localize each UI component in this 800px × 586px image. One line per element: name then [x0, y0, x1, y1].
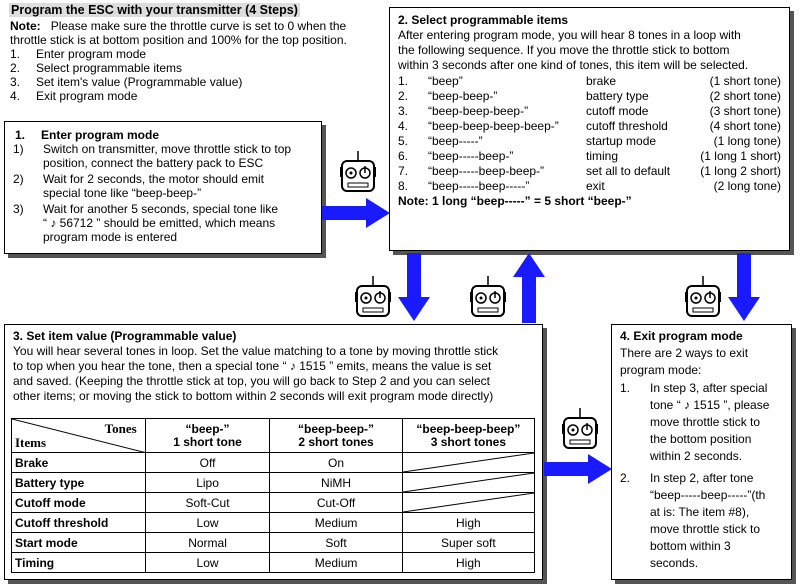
tone-row-pattern: “beep-beep-beep-” — [428, 104, 529, 118]
step1-item-text: Wait for 2 seconds, the motor should emit — [43, 172, 264, 186]
step1-box — [4, 121, 322, 254]
table-cell-empty — [402, 453, 534, 473]
table-corner-tones: Tones — [104, 421, 137, 436]
step4-item-text: “beep-----beep-----”(th — [650, 488, 766, 502]
table-row-item: Cutoff threshold — [12, 513, 146, 533]
table-row-item: Cutoff mode — [12, 493, 146, 513]
tone-row-desc: (4 short tone) — [709, 119, 781, 133]
tone-row-item: brake — [586, 74, 617, 88]
tone-row-pattern: “beep-beep-beep-beep-” — [428, 119, 559, 133]
empty-cell-slash — [403, 473, 534, 492]
table-row — [12, 473, 535, 493]
intro-note-line2: throttle stick is at bottom position and 100% for the top position. — [10, 33, 347, 47]
table-cell-empty — [402, 493, 534, 513]
table-corner-items: Items — [15, 435, 47, 450]
step3-paragraph: You will hear several tones in loop. Set the value matching to a tone by moving throttle stick — [13, 344, 499, 358]
table-corner — [12, 419, 146, 453]
table-row — [12, 453, 535, 473]
table-row — [12, 493, 535, 513]
step4-box — [611, 324, 792, 580]
tone-row-pattern: “beep-----” — [428, 134, 483, 148]
table-cell-empty — [402, 473, 534, 493]
intro-title: Program the ESC with your transmitter (4 Steps) — [11, 3, 298, 17]
table-cell: Cut-Off — [270, 493, 402, 513]
step3-paragraph: other items; or moving the stick to bottom within 2 seconds will exit program mode directly) — [13, 389, 494, 403]
table-header: “beep-” 1 short tone — [145, 419, 270, 453]
step4-item-text: In step 2, after tone — [650, 471, 754, 485]
tone-row-item: timing — [586, 149, 619, 163]
step3-paragraph: and saved. (Keeping the throttle stick at top, you will go back to Step 2 and you can select — [13, 374, 490, 388]
table-cell: Low — [145, 553, 270, 573]
tone-row-pattern: “beep-----beep-” — [428, 149, 514, 163]
step1-item-text: program mode is entered — [43, 230, 178, 244]
step1-item-num: 3) — [13, 202, 24, 216]
transmitter-stick-down-icon — [562, 408, 598, 452]
tone-row-item: cutoff threshold — [586, 119, 668, 133]
arrow-up-icon — [511, 253, 547, 323]
step4-item-text: at is: The item #8), — [650, 505, 750, 519]
step1-item-text: Switch on transmitter, move throttle stick to top — [43, 142, 292, 156]
tone-row-num: 6. — [398, 149, 409, 163]
table-cell: On — [270, 453, 402, 473]
step1-item-num: 2) — [13, 172, 24, 186]
intro-note: Note: Please make sure the throttle curve is set to 0 when the — [10, 19, 347, 33]
step3-box — [4, 324, 543, 580]
tone-row-num: 5. — [398, 134, 409, 148]
tone-row-item: set all to default — [586, 164, 671, 178]
tone-row-num: 3. — [398, 104, 409, 118]
table-cell: Low — [145, 513, 270, 533]
step3-title: 3. Set item value (Programmable value) — [13, 329, 237, 343]
table-cell: Normal — [145, 533, 270, 553]
step3-paragraph: to top when you hear the tone, then a special tone “ ♪ 1515 ” emits, means the value is set — [13, 359, 492, 373]
step4-intro: There are 2 ways to exit — [620, 346, 749, 360]
tone-row-desc: (2 short tone) — [709, 89, 781, 103]
intro-step: 4. Exit program mode — [10, 89, 138, 103]
tone-row-desc: (1 long 1 short) — [700, 149, 781, 163]
tone-row-num: 4. — [398, 119, 409, 133]
step2-note: Note: 1 long “beep-----” = 5 short “beep-” — [398, 194, 632, 208]
tone-row-item: exit — [586, 179, 605, 193]
step2-title: 2. Select programmable items — [398, 13, 569, 27]
arrow-down-icon — [396, 253, 432, 323]
step4-item-text: the bottom position — [650, 432, 752, 446]
table-cell: Off — [145, 453, 270, 473]
tone-row-num: 8. — [398, 179, 409, 193]
tone-row-desc: (2 long tone) — [713, 179, 781, 193]
arrow-right-icon — [544, 452, 614, 486]
table-cell: Medium — [270, 553, 402, 573]
tone-row-desc: (1 long 2 short) — [700, 164, 781, 178]
arrow-right-icon — [322, 196, 392, 230]
table-cell: High — [402, 553, 534, 573]
table-row-item: Timing — [12, 553, 146, 573]
step4-item-text: tone “ ♪ 1515 ”, please — [650, 398, 770, 412]
step2-paragraph: within 3 seconds after one kind of tones, this item will be selected. — [398, 58, 749, 72]
table-header: “beep-beep-” 2 short tones — [270, 419, 402, 453]
table-row-item: Brake — [12, 453, 146, 473]
value-table — [11, 418, 535, 573]
tone-row-item: cutoff mode — [586, 104, 649, 118]
step1-title: 1. Enter program mode — [15, 128, 160, 142]
table-row — [12, 553, 535, 573]
tone-row-desc: (1 long tone) — [713, 134, 781, 148]
transmitter-stick-up-icon — [470, 276, 506, 320]
step4-item-text: In step 3, after special — [650, 381, 768, 395]
step1-item-text: Wait for another 5 seconds, special tone like — [43, 202, 279, 216]
tone-row-num: 1. — [398, 74, 409, 88]
tone-row-pattern: “beep” — [428, 74, 463, 88]
table-header: “beep-beep-beep” 3 short tones — [402, 419, 534, 453]
table-row — [12, 513, 535, 533]
step1-item-num: 1) — [13, 142, 24, 156]
step4-item-text: move throttle stick to — [650, 522, 761, 536]
step1-item-text: special tone like “beep-beep-” — [43, 186, 202, 200]
transmitter-stick-down-icon — [340, 151, 376, 195]
empty-cell-slash — [403, 493, 534, 512]
empty-cell-slash — [403, 453, 534, 472]
tone-row-pattern: “beep-beep-” — [428, 89, 498, 103]
tone-row-item: startup mode — [586, 134, 657, 148]
step4-item-text: within 2 seconds. — [650, 449, 743, 463]
intro-step: 3. Set item's value (Programmable value) — [10, 75, 243, 89]
step4-item-num: 2. — [620, 471, 631, 485]
intro-step: 1. Enter program mode — [10, 47, 147, 61]
step4-item-text: bottom within 3 — [650, 539, 731, 553]
step2-paragraph: the following sequence. If you move the throttle stick to bottom — [398, 43, 730, 57]
table-cell: Soft-Cut — [145, 493, 270, 513]
table-row — [12, 533, 535, 553]
step4-item-num: 1. — [620, 381, 631, 395]
table-row-item: Start mode — [12, 533, 146, 553]
tone-row-item: battery type — [586, 89, 649, 103]
step4-item-text: move throttle stick to — [650, 415, 761, 429]
table-cell: Medium — [270, 513, 402, 533]
step4-intro: program mode: — [620, 363, 702, 377]
table-cell: High — [402, 513, 534, 533]
tone-row-num: 7. — [398, 164, 409, 178]
table-cell: NiMH — [270, 473, 402, 493]
tone-row-num: 2. — [398, 89, 409, 103]
table-row-item: Battery type — [12, 473, 146, 493]
step2-box — [389, 7, 790, 251]
transmitter-stick-down-icon — [355, 276, 391, 320]
tone-row-desc: (1 short tone) — [709, 74, 781, 88]
tone-row-desc: (3 short tone) — [709, 104, 781, 118]
arrow-down-icon — [726, 253, 762, 323]
table-cell: Super soft — [402, 533, 534, 553]
step1-item-text: position, connect the battery pack to ESC — [43, 156, 264, 170]
step2-paragraph: After entering program mode, you will hear 8 tones in a loop with — [398, 28, 741, 42]
table-cell: Soft — [270, 533, 402, 553]
intro-step: 2. Select programmable items — [10, 61, 183, 75]
tone-row-pattern: “beep-----beep-----” — [428, 179, 530, 193]
step1-item-text: “ ♪ 56712 ” should be emitted, which means — [43, 216, 276, 230]
step4-item-text: seconds. — [650, 556, 699, 570]
step4-title: 4. Exit program mode — [620, 329, 743, 343]
table-cell: Lipo — [145, 473, 270, 493]
tone-row-pattern: “beep-----beep-beep-” — [428, 164, 545, 178]
transmitter-stick-down-icon — [685, 276, 721, 320]
